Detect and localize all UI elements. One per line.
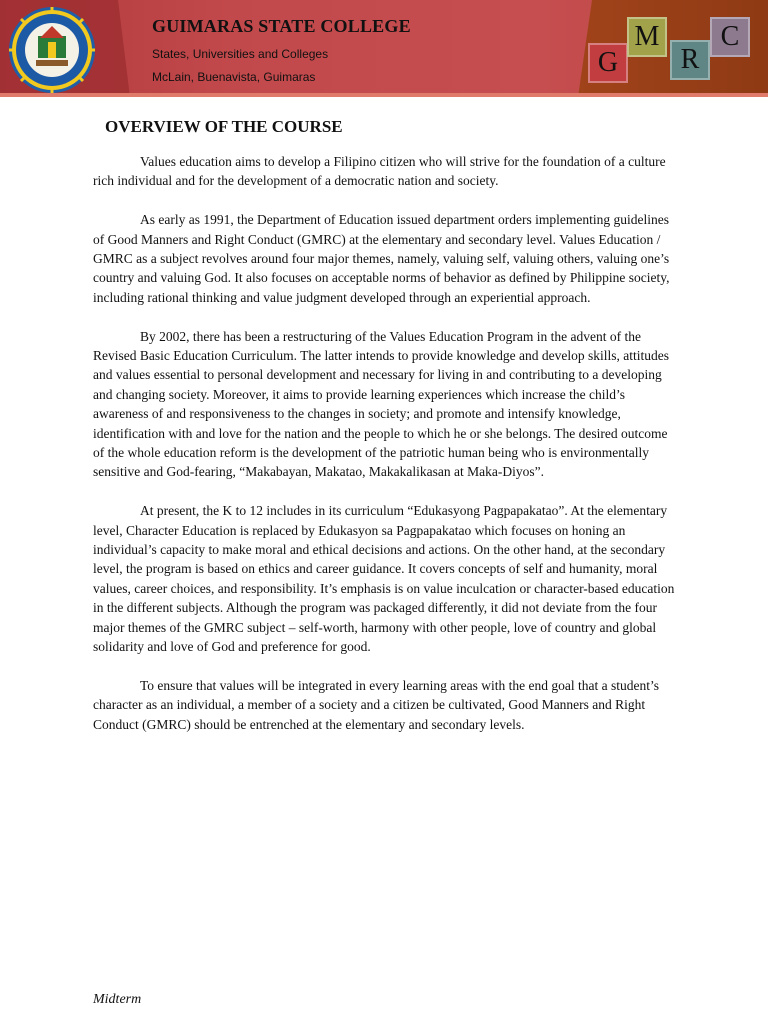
paragraph: As early as 1991, the Department of Education issued department orders implementing guidelines of Good Manners and Right Conduct (GMRC) at the elementary and secondary level. Values Education / GMRC as a subject revolves around four major themes, namely, valuing self, valuing others, valuing one’s country and valuing God. It also focuses on acceptable norms of behavior as defined by Philippine society, including rational thinking and value judgment developed through an experiential approach. [93,212,670,305]
header-banner [0,0,768,97]
college-name: GUIMARAS STATE COLLEGE [152,16,411,36]
banner-divider [0,93,768,97]
logo-tile-g: G [588,43,628,83]
paragraph: By 2002, there has been a restructuring of the Values Education Program in the advent of the Revised Basic Education Curriculum. The latter intends to provide knowledge and develop skills, attitudes and values essential to personal development and necessary for living in and contributing to a developing and changing society. Moreover, it aims to provide learning experiences which increase the child’s awareness of and responsiveness to the changes in society; and promote and intensify knowledge, identification with and love for the nation and the people to which he or she belongs. The desired outcome of the whole education reform is the development of the patriotic human being who is environmentally sensitive and God-fearing, “Makabayan, Makatao, Makakalikasan at Maka-Diyos”. [93,328,670,480]
logo-tile-c: C [710,17,750,57]
college-seal-icon [8,6,96,94]
logo-tile-r: R [670,40,710,80]
document-body [93,152,677,754]
college-subtitle: States, Universities and Colleges [152,47,329,61]
logo-tile-m: M [627,17,667,57]
document-title: OVERVIEW OF THE COURSE [105,117,343,136]
paragraph: At present, the K to 12 includes in its curriculum “Edukasyong Pagpapakatao”. At the elementary level, Character Education is replaced by Edukasyon sa Pagpapakatao which focuses on honing an individual’s capacity to make moral and ethical decisions and actions. On the other hand, at the secondary level, the program is based on ethics and career guidance. It covers concepts of self and humanity, moral values, career choices, and responsibility. It’s emphasis is on value inculcation or character-based education in the different subjects. Although the program was packaged differently, it did not deviate from the four major themes of the GMRC subject – self-worth, harmony with other people, love of country and global solidarity and love of God and preference for good. [93,503,675,655]
college-address: McLain, Buenavista, Guimaras [152,70,316,84]
paragraph: To ensure that values will be integrated in every learning areas with the end goal that a student’s character as an individual, a member of a society and a citizen be cultivated, Good Manners and Right Conduct (GMRC) should be entrenched at the elementary and secondary levels. [93,677,660,732]
paragraph: Values education aims to develop a Filipino citizen who will strive for the foundation of a culture rich individual and for the development of a democratic nation and society. [93,154,666,189]
footer-label: Midterm [93,992,142,1007]
